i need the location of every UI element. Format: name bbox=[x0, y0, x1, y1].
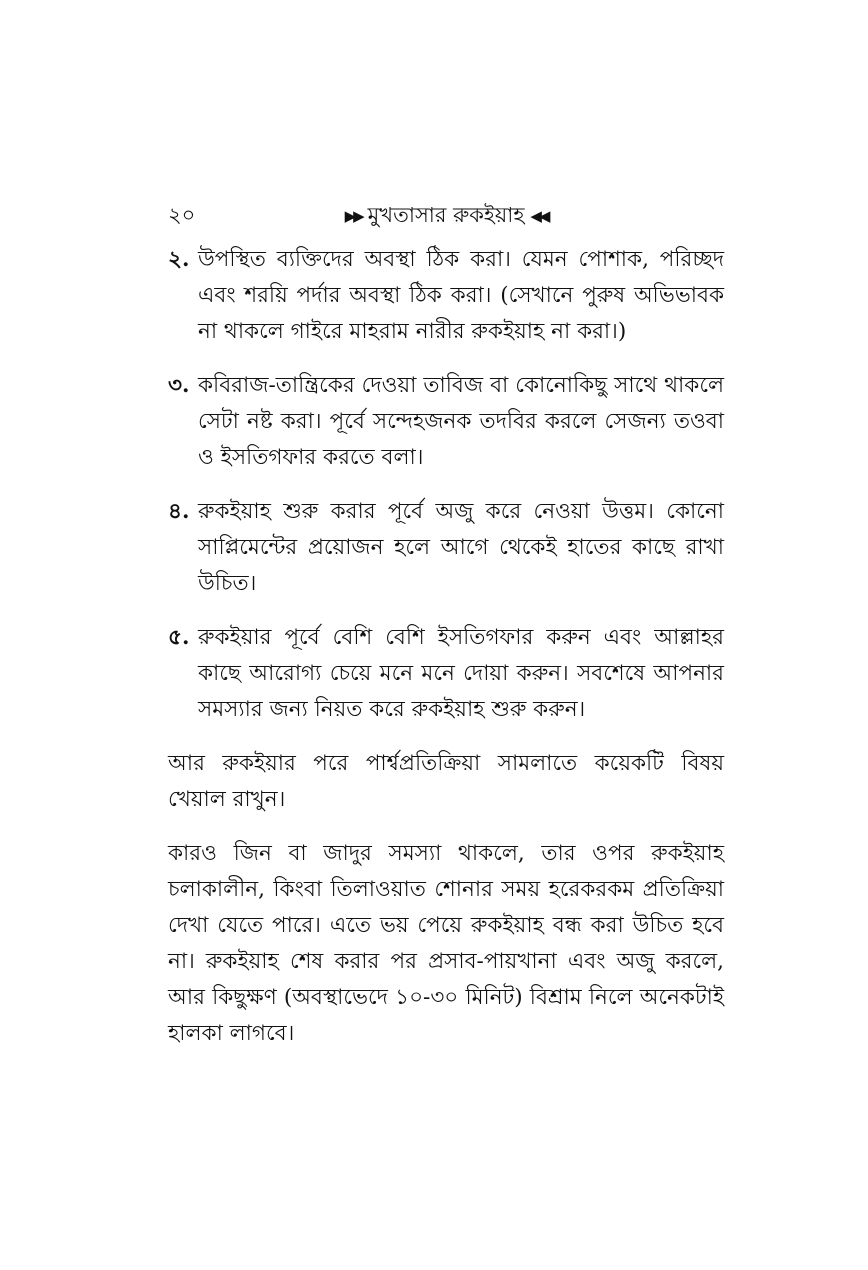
instruction-list bbox=[168, 242, 724, 728]
body-paragraph: আর রুকইয়ার পরে পার্শ্বপ্রতিক্রিয়া সামলাতে কয়েকটি বিষয় খেয়াল রাখুন। bbox=[168, 751, 724, 812]
book-title: মুখতাসার রুকইয়াহ bbox=[367, 203, 525, 227]
list-item bbox=[168, 620, 724, 728]
list-item-text: কবিরাজ-তান্ত্রিকের দেওয়া তাবিজ বা কোনোকিছু সাথে থাকলে সেটা নষ্ট করা। পূর্বে সন্দেহজনক তদবির করলে সেজন্য তওবা ও ইসতিগফার করতে বলা। bbox=[198, 373, 724, 470]
list-item-number: ৩. bbox=[168, 373, 190, 398]
list-item bbox=[168, 242, 724, 350]
double-arrow-right-icon: ▶▶ bbox=[344, 207, 362, 225]
list-item-number: ৪. bbox=[168, 499, 190, 524]
page-number: ২০ bbox=[168, 203, 196, 227]
list-item-text: রুকইয়ার পূর্বে বেশি বেশি ইসতিগফার করুন এবং আল্লাহর কাছে আরোগ্য চেয়ে মনে মনে দোয়া করুন। সবশেষে আপনার সমস্যার জন্য নিয়ত করে রুকইয়াহ শুরু করুন। bbox=[198, 625, 724, 722]
double-arrow-left-icon: ◀◀ bbox=[530, 207, 548, 225]
list-item-number: ২. bbox=[168, 247, 190, 272]
list-item-text: উপস্থিত ব্যক্তিদের অবস্থা ঠিক করা। যেমন পোশাক, পরিচ্ছদ এবং শরয়ি পর্দার অবস্থা ঠিক করা। (সেখানে পুরুষ অভিভাবক না থাকলে গাইরে মাহরাম নারীর রুকইয়াহ না করা।) bbox=[198, 247, 724, 344]
body-paragraph: কারও জিন বা জাদুর সমস্যা থাকলে, তার ওপর রুকইয়াহ চলাকালীন, কিংবা তিলাওয়াত শোনার সময় হরেকরকম প্রতিক্রিয়া দেখা যেতে পারে। এতে ভয় পেয়ে রুকইয়াহ বন্ধ করা উচিত হবে না। রুকইয়াহ শেষ করার পর প্রসাব-পায়খানা এবং অজু করলে, আর কিছুক্ষণ (অবস্থাভেদে ১০-৩০ মিনিট) বিশ্রাম নিলে অনেকটাই হালকা লাগবে। bbox=[168, 841, 724, 1046]
list-item-text: রুকইয়াহ শুরু করার পূর্বে অজু করে নেওয়া উত্তম। কোনো সাপ্লিমেন্টের প্রয়োজন হলে আগে থেকেই হাতের কাছে রাখা উচিত। bbox=[198, 499, 724, 596]
list-item-number: ৫. bbox=[168, 625, 190, 650]
list-item bbox=[168, 494, 724, 602]
running-header bbox=[168, 196, 724, 234]
header-title-block bbox=[168, 196, 724, 235]
book-page bbox=[168, 196, 724, 1070]
list-item bbox=[168, 368, 724, 476]
